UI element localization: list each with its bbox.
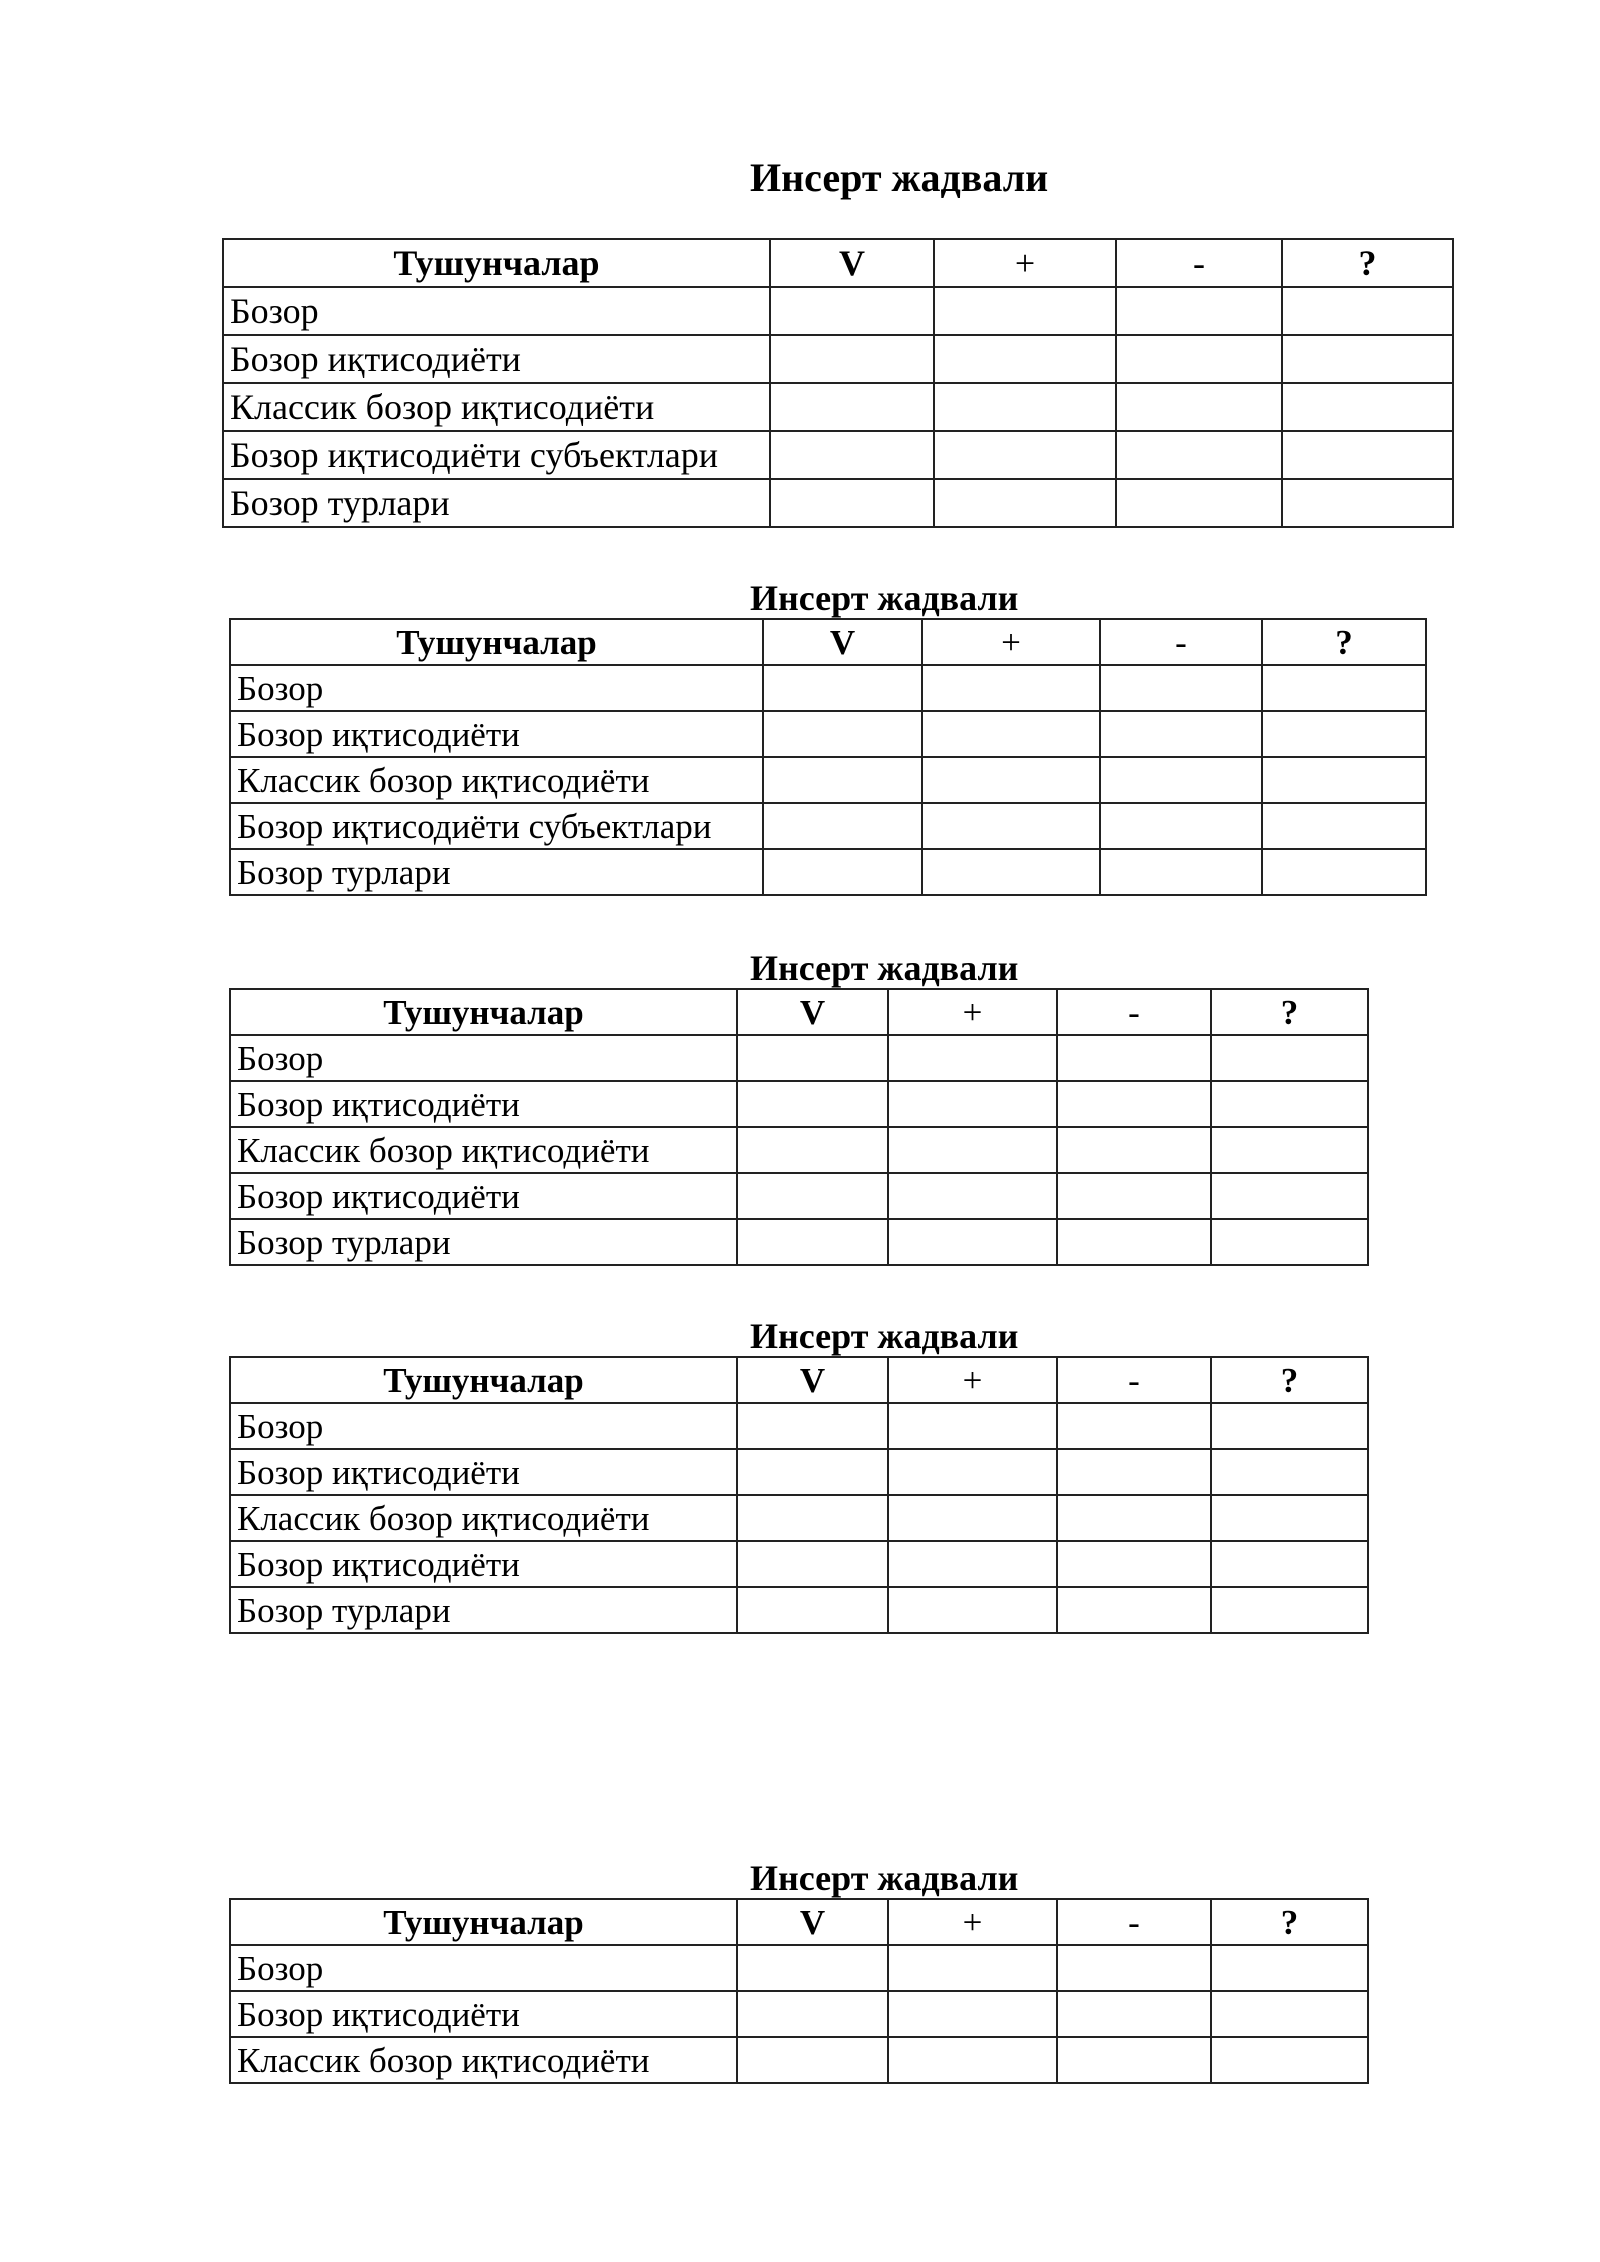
mark-cell[interactable] [1100, 849, 1262, 895]
mark-cell[interactable] [1211, 1541, 1368, 1587]
insert-table [229, 1356, 1369, 1634]
mark-cell[interactable] [1282, 287, 1453, 335]
mark-cell[interactable] [1211, 1449, 1368, 1495]
mark-cell[interactable] [888, 1495, 1057, 1541]
mark-cell[interactable] [770, 287, 934, 335]
header-concepts: Тушунчалар [230, 989, 737, 1035]
mark-cell[interactable] [888, 1541, 1057, 1587]
mark-cell[interactable] [888, 1219, 1057, 1265]
mark-cell[interactable] [934, 335, 1116, 383]
concept-cell: Бозор иқтисодиёти субъектлари [223, 431, 770, 479]
mark-cell[interactable] [737, 1945, 888, 1991]
header-v: V [737, 1899, 888, 1945]
mark-cell[interactable] [1211, 1035, 1368, 1081]
header-plus: + [888, 989, 1057, 1035]
mark-cell[interactable] [1211, 1587, 1368, 1633]
insert-table [229, 988, 1369, 1266]
header-row [230, 1357, 1368, 1403]
mark-cell[interactable] [1211, 1127, 1368, 1173]
mark-cell[interactable] [1282, 383, 1453, 431]
mark-cell[interactable] [1211, 1403, 1368, 1449]
mark-cell[interactable] [737, 2037, 888, 2083]
table-title: Инсерт жадвали [750, 1316, 1019, 1356]
mark-cell[interactable] [934, 383, 1116, 431]
concept-cell: Бозор турлари [230, 1219, 737, 1265]
table-row [230, 1495, 1368, 1541]
mark-cell[interactable] [1057, 2037, 1211, 2083]
mark-cell[interactable] [737, 1173, 888, 1219]
mark-cell[interactable] [1262, 711, 1426, 757]
table-row [230, 1449, 1368, 1495]
concept-cell: Бозор иқтисодиёти [230, 1991, 737, 2037]
mark-cell[interactable] [1282, 479, 1453, 527]
mark-cell[interactable] [1262, 803, 1426, 849]
concept-cell: Бозор [223, 287, 770, 335]
mark-cell[interactable] [888, 1587, 1057, 1633]
mark-cell[interactable] [1057, 1587, 1211, 1633]
mark-cell[interactable] [1262, 665, 1426, 711]
mark-cell[interactable] [888, 1945, 1057, 1991]
header-plus: + [888, 1899, 1057, 1945]
concept-cell: Классик бозор иқтисодиёти [230, 2037, 737, 2083]
concept-cell: Классик бозор иқтисодиёти [223, 383, 770, 431]
header-plus: + [934, 239, 1116, 287]
insert-table [229, 1898, 1369, 2084]
mark-cell[interactable] [1100, 711, 1262, 757]
header-minus: - [1116, 239, 1282, 287]
mark-cell[interactable] [737, 1403, 888, 1449]
mark-cell[interactable] [1211, 2037, 1368, 2083]
table-row [230, 1173, 1368, 1219]
mark-cell[interactable] [1211, 1495, 1368, 1541]
mark-cell[interactable] [737, 1991, 888, 2037]
mark-cell[interactable] [1116, 287, 1282, 335]
mark-cell[interactable] [1282, 431, 1453, 479]
table-title: Инсерт жадвали [750, 155, 1049, 200]
mark-cell[interactable] [888, 1403, 1057, 1449]
table-row [230, 1219, 1368, 1265]
table-row [230, 1587, 1368, 1633]
mark-cell[interactable] [737, 1127, 888, 1173]
mark-cell[interactable] [1116, 479, 1282, 527]
mark-cell[interactable] [888, 1081, 1057, 1127]
mark-cell[interactable] [737, 1449, 888, 1495]
mark-cell[interactable] [737, 1541, 888, 1587]
table-row [230, 849, 1426, 895]
header-v: V [770, 239, 934, 287]
mark-cell[interactable] [763, 711, 922, 757]
mark-cell[interactable] [1211, 1219, 1368, 1265]
mark-cell[interactable] [1100, 757, 1262, 803]
table-row [230, 1991, 1368, 2037]
mark-cell[interactable] [737, 1219, 888, 1265]
table-row [223, 383, 1453, 431]
header-minus: - [1100, 619, 1262, 665]
header-row [230, 619, 1426, 665]
mark-cell[interactable] [1057, 1991, 1211, 2037]
mark-cell[interactable] [1057, 1449, 1211, 1495]
mark-cell[interactable] [1211, 1173, 1368, 1219]
mark-cell[interactable] [1057, 1541, 1211, 1587]
header-concepts: Тушунчалар [230, 1899, 737, 1945]
mark-cell[interactable] [934, 287, 1116, 335]
mark-cell[interactable] [763, 757, 922, 803]
header-concepts: Тушунчалар [230, 1357, 737, 1403]
mark-cell[interactable] [922, 757, 1100, 803]
mark-cell[interactable] [1116, 383, 1282, 431]
header-question: ? [1211, 1899, 1368, 1945]
mark-cell[interactable] [888, 1035, 1057, 1081]
mark-cell[interactable] [1211, 1991, 1368, 2037]
mark-cell[interactable] [888, 1173, 1057, 1219]
mark-cell[interactable] [1262, 757, 1426, 803]
mark-cell[interactable] [737, 1035, 888, 1081]
mark-cell[interactable] [922, 711, 1100, 757]
mark-cell[interactable] [770, 383, 934, 431]
table-row [230, 1945, 1368, 1991]
mark-cell[interactable] [922, 665, 1100, 711]
mark-cell[interactable] [1100, 803, 1262, 849]
concept-cell: Классик бозор иқтисодиёти [230, 1127, 737, 1173]
header-minus: - [1057, 1357, 1211, 1403]
table-title: Инсерт жадвали [750, 1858, 1019, 1898]
mark-cell[interactable] [1057, 1495, 1211, 1541]
mark-cell[interactable] [737, 1587, 888, 1633]
table-row [230, 1127, 1368, 1173]
mark-cell[interactable] [922, 803, 1100, 849]
mark-cell[interactable] [1262, 849, 1426, 895]
insert-table [222, 238, 1454, 528]
concept-cell: Бозор иқтисодиёти [230, 1173, 737, 1219]
mark-cell[interactable] [1282, 335, 1453, 383]
table-row [223, 431, 1453, 479]
mark-cell[interactable] [770, 431, 934, 479]
mark-cell[interactable] [934, 431, 1116, 479]
mark-cell[interactable] [1057, 1127, 1211, 1173]
mark-cell[interactable] [737, 1081, 888, 1127]
insert-table [229, 618, 1427, 896]
concept-cell: Бозор турлари [223, 479, 770, 527]
table-row [230, 1035, 1368, 1081]
table-row [223, 287, 1453, 335]
table-row [230, 1081, 1368, 1127]
table-row [230, 1403, 1368, 1449]
mark-cell[interactable] [1116, 335, 1282, 383]
header-minus: - [1057, 1899, 1211, 1945]
mark-cell[interactable] [888, 2037, 1057, 2083]
header-question: ? [1262, 619, 1426, 665]
concept-cell: Бозор [230, 1945, 737, 1991]
mark-cell[interactable] [1211, 1081, 1368, 1127]
table-row [230, 1541, 1368, 1587]
concept-cell: Бозор турлари [230, 849, 763, 895]
concept-cell: Бозор [230, 1403, 737, 1449]
concept-cell: Бозор иқтисодиёти [230, 1081, 737, 1127]
header-plus: + [888, 1357, 1057, 1403]
concept-cell: Классик бозор иқтисодиёти [230, 757, 763, 803]
concept-cell: Бозор [230, 1035, 737, 1081]
header-question: ? [1211, 1357, 1368, 1403]
concept-cell: Бозор [230, 665, 763, 711]
mark-cell[interactable] [1057, 1945, 1211, 1991]
table-title: Инсерт жадвали [750, 578, 1019, 618]
mark-cell[interactable] [888, 1127, 1057, 1173]
concept-cell: Бозор турлари [230, 1587, 737, 1633]
mark-cell[interactable] [1057, 1403, 1211, 1449]
mark-cell[interactable] [1057, 1081, 1211, 1127]
mark-cell[interactable] [770, 335, 934, 383]
header-question: ? [1211, 989, 1368, 1035]
header-row [223, 239, 1453, 287]
mark-cell[interactable] [763, 849, 922, 895]
mark-cell[interactable] [737, 1495, 888, 1541]
table-row [230, 803, 1426, 849]
mark-cell[interactable] [934, 479, 1116, 527]
concept-cell: Классик бозор иқтисодиёти [230, 1495, 737, 1541]
table-row [223, 335, 1453, 383]
table-row [223, 479, 1453, 527]
concept-cell: Бозор иқтисодиёти [230, 1449, 737, 1495]
mark-cell[interactable] [1100, 665, 1262, 711]
concept-cell: Бозор иқтисодиёти [230, 1541, 737, 1587]
mark-cell[interactable] [763, 803, 922, 849]
mark-cell[interactable] [1057, 1219, 1211, 1265]
header-v: V [737, 989, 888, 1035]
mark-cell[interactable] [770, 479, 934, 527]
mark-cell[interactable] [763, 665, 922, 711]
mark-cell[interactable] [1211, 1945, 1368, 1991]
mark-cell[interactable] [888, 1991, 1057, 2037]
mark-cell[interactable] [1057, 1173, 1211, 1219]
concept-cell: Бозор иқтисодиёти субъектлари [230, 803, 763, 849]
header-row [230, 1899, 1368, 1945]
header-question: ? [1282, 239, 1453, 287]
header-concepts: Тушунчалар [230, 619, 763, 665]
table-row [230, 665, 1426, 711]
header-row [230, 989, 1368, 1035]
mark-cell[interactable] [1116, 431, 1282, 479]
table-title: Инсерт жадвали [750, 948, 1019, 988]
concept-cell: Бозор иқтисодиёти [230, 711, 763, 757]
table-row [230, 2037, 1368, 2083]
concept-cell: Бозор иқтисодиёти [223, 335, 770, 383]
mark-cell[interactable] [888, 1449, 1057, 1495]
header-v: V [763, 619, 922, 665]
mark-cell[interactable] [1057, 1035, 1211, 1081]
table-row [230, 757, 1426, 803]
header-minus: - [1057, 989, 1211, 1035]
header-plus: + [922, 619, 1100, 665]
mark-cell[interactable] [922, 849, 1100, 895]
header-concepts: Тушунчалар [223, 239, 770, 287]
table-row [230, 711, 1426, 757]
header-v: V [737, 1357, 888, 1403]
